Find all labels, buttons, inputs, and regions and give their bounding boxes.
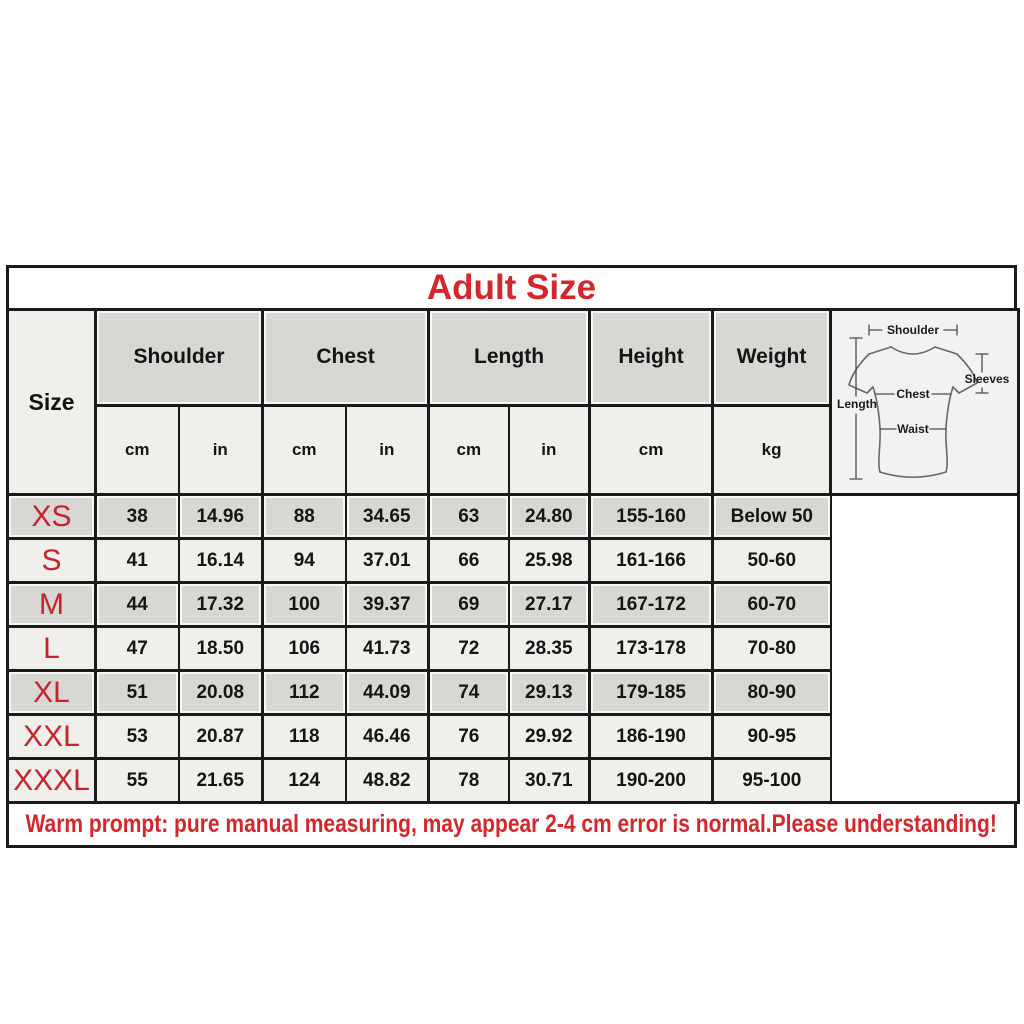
unit-shoulder-in: in: [179, 405, 263, 494]
column-header-shoulder: Shoulder: [96, 310, 263, 406]
cell-xxl-0: 53: [96, 715, 179, 759]
cell-s-5: 25.98: [509, 539, 590, 583]
group-header-row: [8, 310, 1019, 406]
cell-xl-2: 112: [263, 671, 346, 715]
size-chart-sheet: [6, 265, 1017, 848]
tshirt-shoulders: [869, 347, 957, 354]
size-row-xxxl: [8, 759, 1019, 803]
unit-shoulder-cm: cm: [96, 405, 179, 494]
column-header-size: Size: [8, 310, 96, 495]
cell-m-7: 60-70: [713, 583, 831, 627]
cell-xs-4: 63: [429, 495, 509, 539]
cell-l-6: 173-178: [590, 627, 713, 671]
cell-xl-1: 20.08: [179, 671, 263, 715]
cell-xl-6: 179-185: [590, 671, 713, 715]
cell-xxxl-4: 78: [429, 759, 509, 803]
size-table: [6, 308, 1020, 804]
cell-xs-0: 38: [96, 495, 179, 539]
measurement-diagram: [831, 310, 1019, 495]
cell-xxl-7: 90-95: [713, 715, 831, 759]
column-header-length: Length: [429, 310, 590, 406]
size-label-l: L: [8, 627, 96, 671]
size-label-xl: XL: [8, 671, 96, 715]
cell-xxl-3: 46.46: [346, 715, 429, 759]
size-table-body: [8, 495, 1019, 803]
size-row-l: [8, 627, 1019, 671]
cell-s-3: 37.01: [346, 539, 429, 583]
cell-xl-0: 51: [96, 671, 179, 715]
cell-xxl-6: 186-190: [590, 715, 713, 759]
cell-xxl-2: 118: [263, 715, 346, 759]
size-label-s: S: [8, 539, 96, 583]
cell-l-2: 106: [263, 627, 346, 671]
size-row-xxl: [8, 715, 1019, 759]
cell-xs-1: 14.96: [179, 495, 263, 539]
cell-l-5: 28.35: [509, 627, 590, 671]
unit-length-in: in: [509, 405, 590, 494]
cell-s-6: 161-166: [590, 539, 713, 583]
cell-xxxl-1: 21.65: [179, 759, 263, 803]
warning-text: Warm prompt: pure manual measuring, may appear 2-4 cm error is normal.Please understanding!: [25, 810, 998, 838]
tshirt-left-sleeve: [849, 354, 873, 393]
chart-title-box: [6, 265, 1017, 311]
unit-length-cm: cm: [429, 405, 509, 494]
cell-s-0: 41: [96, 539, 179, 583]
cell-xxxl-5: 30.71: [509, 759, 590, 803]
column-header-chest: Chest: [263, 310, 429, 406]
size-row-m: [8, 583, 1019, 627]
cell-xxxl-6: 190-200: [590, 759, 713, 803]
tshirt-right-side: [945, 387, 952, 472]
size-row-xl: [8, 671, 1019, 715]
cell-s-4: 66: [429, 539, 509, 583]
shoulder-label: Shoulder: [886, 323, 939, 337]
cell-xxxl-3: 48.82: [346, 759, 429, 803]
cell-xs-3: 34.65: [346, 495, 429, 539]
cell-s-2: 94: [263, 539, 346, 583]
unit-chest-cm: cm: [263, 405, 346, 494]
cell-l-0: 47: [96, 627, 179, 671]
waist-label: Waist: [896, 422, 929, 436]
unit-chest-in: in: [346, 405, 429, 494]
cell-xxl-5: 29.92: [509, 715, 590, 759]
cell-m-3: 39.37: [346, 583, 429, 627]
sleeves-label: Sleeves: [964, 372, 1009, 386]
size-row-s: [8, 539, 1019, 583]
unit-weight-kg: kg: [713, 405, 831, 494]
cell-l-7: 70-80: [713, 627, 831, 671]
cell-xs-6: 155-160: [590, 495, 713, 539]
cell-l-4: 72: [429, 627, 509, 671]
size-label-xxl: XXL: [8, 715, 96, 759]
cell-xxxl-0: 55: [96, 759, 179, 803]
cell-xl-5: 29.13: [509, 671, 590, 715]
cell-xxxl-2: 124: [263, 759, 346, 803]
size-label-xxxl: XXXL: [8, 759, 96, 803]
cell-l-1: 18.50: [179, 627, 263, 671]
cell-m-5: 27.17: [509, 583, 590, 627]
column-header-height: Height: [590, 310, 713, 406]
column-header-weight: Weight: [713, 310, 831, 406]
cell-xl-7: 80-90: [713, 671, 831, 715]
tshirt-measure-diagram: [836, 321, 1014, 493]
length-label: Length: [836, 397, 877, 411]
cell-xs-5: 24.80: [509, 495, 590, 539]
size-label-m: M: [8, 583, 96, 627]
cell-m-6: 167-172: [590, 583, 713, 627]
tshirt-neckline: [891, 347, 935, 354]
size-row-xs: [8, 495, 1019, 539]
unit-height-cm: cm: [590, 405, 713, 494]
warning-banner: [6, 801, 1017, 848]
cell-xxl-4: 76: [429, 715, 509, 759]
chest-label: Chest: [895, 387, 930, 401]
cell-xxxl-7: 95-100: [713, 759, 831, 803]
cell-l-3: 41.73: [346, 627, 429, 671]
cell-m-2: 100: [263, 583, 346, 627]
cell-s-7: 50-60: [713, 539, 831, 583]
chart-title: Adult Size: [426, 268, 597, 307]
cell-xs-2: 88: [263, 495, 346, 539]
size-label-xs: XS: [8, 495, 96, 539]
cell-m-4: 69: [429, 583, 509, 627]
tshirt-hem: [880, 472, 946, 477]
cell-xs-7: Below 50: [713, 495, 831, 539]
cell-s-1: 16.14: [179, 539, 263, 583]
cell-xxl-1: 20.87: [179, 715, 263, 759]
cell-xl-4: 74: [429, 671, 509, 715]
cell-xl-3: 44.09: [346, 671, 429, 715]
cell-m-1: 17.32: [179, 583, 263, 627]
cell-m-0: 44: [96, 583, 179, 627]
